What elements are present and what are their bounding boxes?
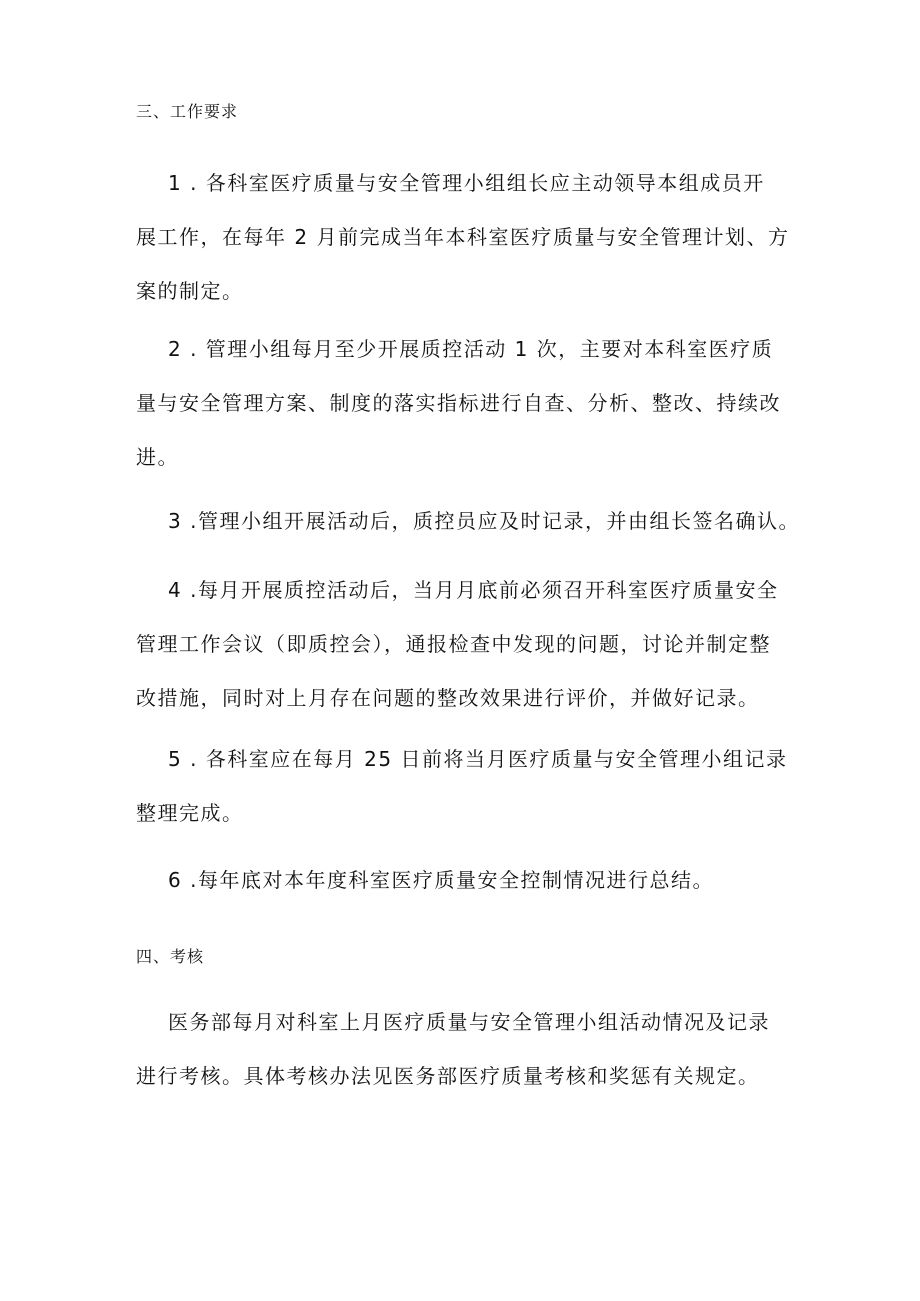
item-6-line-1: 6 .每年底对本年度科室医疗质量安全控制情况进行总结。 [168,868,714,892]
item-4-line-3: 改措施，同时对上月存在问题的整改效果进行评价，并做好记录。 [136,686,760,710]
requirement-item-2 [136,322,786,484]
assessment-line-1: 医务部每月对科室上月医疗质量与安全管理小组活动情况及记录 [168,1010,770,1034]
assessment-paragraph [136,995,786,1103]
item-2-line-2: 量与安全管理方案、制度的落实指标进行自查、分析、整改、持续改 [136,391,781,415]
requirement-item-3 [136,494,800,548]
requirement-item-5 [136,732,786,840]
item-4-line-1: 4 .每月开展质控活动后，当月月底前必须召开科室医疗质量安全 [168,578,779,602]
item-2-line-3: 进。 [136,445,179,469]
item-5-line-1: 5 . 各科室应在每月 25 日前将当月医疗质量与安全管理小组记录 [168,747,788,771]
item-1-line-3: 案的制定。 [136,279,244,303]
section-3-heading: 三、工作要求 [136,102,239,121]
item-1-line-2: 展工作，在每年 2 月前完成当年本科室医疗质量与安全管理计划、方 [136,225,790,249]
assessment-line-2: 进行考核。具体考核办法见医务部医疗质量考核和奖惩有关规定。 [136,1064,760,1088]
section-4-heading: 四、考核 [136,947,205,966]
requirement-item-1 [136,156,790,318]
item-4-line-2: 管理工作会议（即质控会），通报检查中发现的问题，讨论并制定整 [136,632,771,656]
item-1-line-1: 1 . 各科室医疗质量与安全管理小组组长应主动领导本组成员开 [168,171,765,195]
item-2-line-1: 2 . 管理小组每月至少开展质控活动 1 次，主要对本科室医疗质 [168,337,774,361]
requirement-item-4 [136,563,786,725]
item-3-line-1: 3 .管理小组开展活动后，质控员应及时记录，并由组长签名确认。 [168,509,800,533]
requirement-item-6 [136,853,786,907]
item-5-line-2: 整理完成。 [136,801,244,825]
